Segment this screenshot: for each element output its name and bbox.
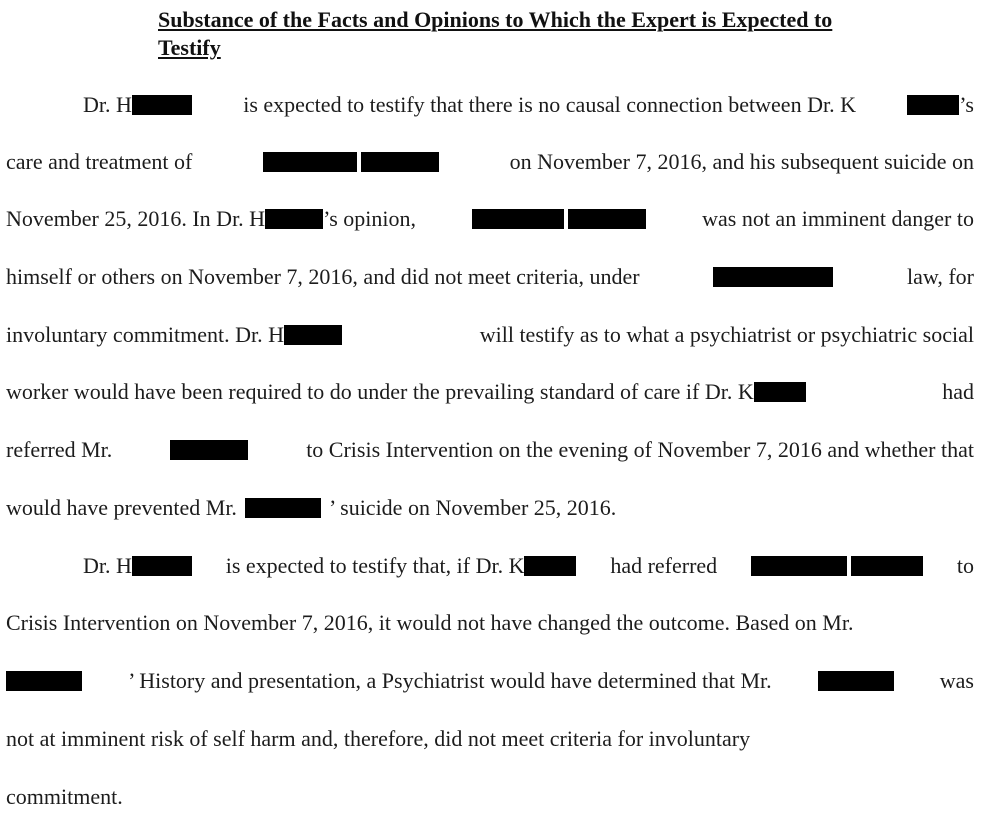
p2-l2-text-a: Crisis Intervention on November 7, 2016, it would not have changed the outcome. Based on Mr. <box>6 610 854 635</box>
redaction-block <box>361 152 439 172</box>
p1-l8-text-a: would have prevented Mr. <box>6 495 237 520</box>
p1-line-8 <box>6 493 974 523</box>
redaction-block <box>284 325 342 345</box>
p2-l4-text-a: not at imminent risk of self harm and, therefore, did not meet criteria for involuntary <box>6 726 751 751</box>
p1-l4-text-a: himself or others on November 7, 2016, and did not meet criteria, under <box>6 264 640 289</box>
redaction-block <box>263 152 357 172</box>
redaction-block <box>754 382 806 402</box>
redaction-block <box>170 440 248 460</box>
p1-line-5 <box>6 320 974 350</box>
p2-line-1 <box>83 551 974 581</box>
p1-line-3 <box>6 204 974 234</box>
heading-line-2: Testify <box>158 35 221 60</box>
p1-l1-text-c: ’s <box>959 92 974 117</box>
p2-l1-text-a: Dr. H <box>83 553 132 578</box>
p1-l2-text-a: care and treatment of <box>6 149 193 174</box>
p1-line-6 <box>6 377 974 407</box>
redaction-block <box>265 209 323 229</box>
p2-l1-text-c: had referred <box>610 553 718 578</box>
p1-l6-text-a: worker would have been required to do under the prevailing standard of care if Dr. K <box>6 379 754 404</box>
p2-line-2 <box>6 608 974 638</box>
p1-l7-text-b: to Crisis Intervention on the evening of November 7, 2016 and whether that <box>306 437 974 462</box>
p1-l6-text-b: had <box>942 379 974 404</box>
p2-line-5 <box>6 782 974 812</box>
redaction-block <box>568 209 646 229</box>
redaction-block <box>751 556 847 576</box>
p2-l1-text-d: to <box>956 553 974 578</box>
redaction-block <box>472 209 564 229</box>
p2-line-3 <box>6 666 974 696</box>
p1-line-2 <box>6 147 974 177</box>
p1-l3-text-c: was not an imminent danger to <box>702 206 974 231</box>
redaction-block <box>245 498 321 518</box>
heading-line-1: Substance of the Facts and Opinions to Which the Expert is Expected to <box>158 7 833 32</box>
p2-l5-text-a: commitment. <box>6 784 123 809</box>
p2-l3-text-a: ’ History and presentation, a Psychiatrist would have determined that Mr. <box>128 668 772 693</box>
p2-line-4 <box>6 724 974 754</box>
redaction-block <box>6 671 82 691</box>
redaction-block <box>132 556 192 576</box>
p2-l1-text-b: is expected to testify that, if Dr. K <box>225 553 525 578</box>
p1-l7-text-a: referred Mr. <box>6 437 113 462</box>
section-heading <box>158 6 948 62</box>
p1-l4-text-b: law, for <box>907 264 974 289</box>
redaction-block <box>524 556 576 576</box>
p1-l8-text-b: ’ suicide on November 25, 2016. <box>328 495 617 520</box>
p1-l5-text-b: will testify as to what a psychiatrist or psychiatric social <box>479 322 974 347</box>
p1-line-7 <box>6 435 974 465</box>
p1-l5-text-a: involuntary commitment. Dr. H <box>6 322 285 347</box>
p1-l3-text-b: ’s opinion, <box>323 206 416 231</box>
redaction-block <box>907 95 959 115</box>
p1-l3-text-a: November 25, 2016. In Dr. H <box>6 206 266 231</box>
p2-l3-text-b: was <box>939 668 974 693</box>
p1-l2-text-b: on November 7, 2016, and his subsequent suicide on <box>509 149 974 174</box>
redaction-block <box>132 95 192 115</box>
redaction-block <box>851 556 923 576</box>
redaction-block <box>713 267 833 287</box>
p1-l1-text-a: Dr. H <box>83 92 132 117</box>
p1-line-1 <box>83 90 974 120</box>
p1-l1-text-b: is expected to testify that there is no causal connection between Dr. K <box>243 92 856 117</box>
p1-line-4 <box>6 262 974 292</box>
redaction-block <box>818 671 894 691</box>
